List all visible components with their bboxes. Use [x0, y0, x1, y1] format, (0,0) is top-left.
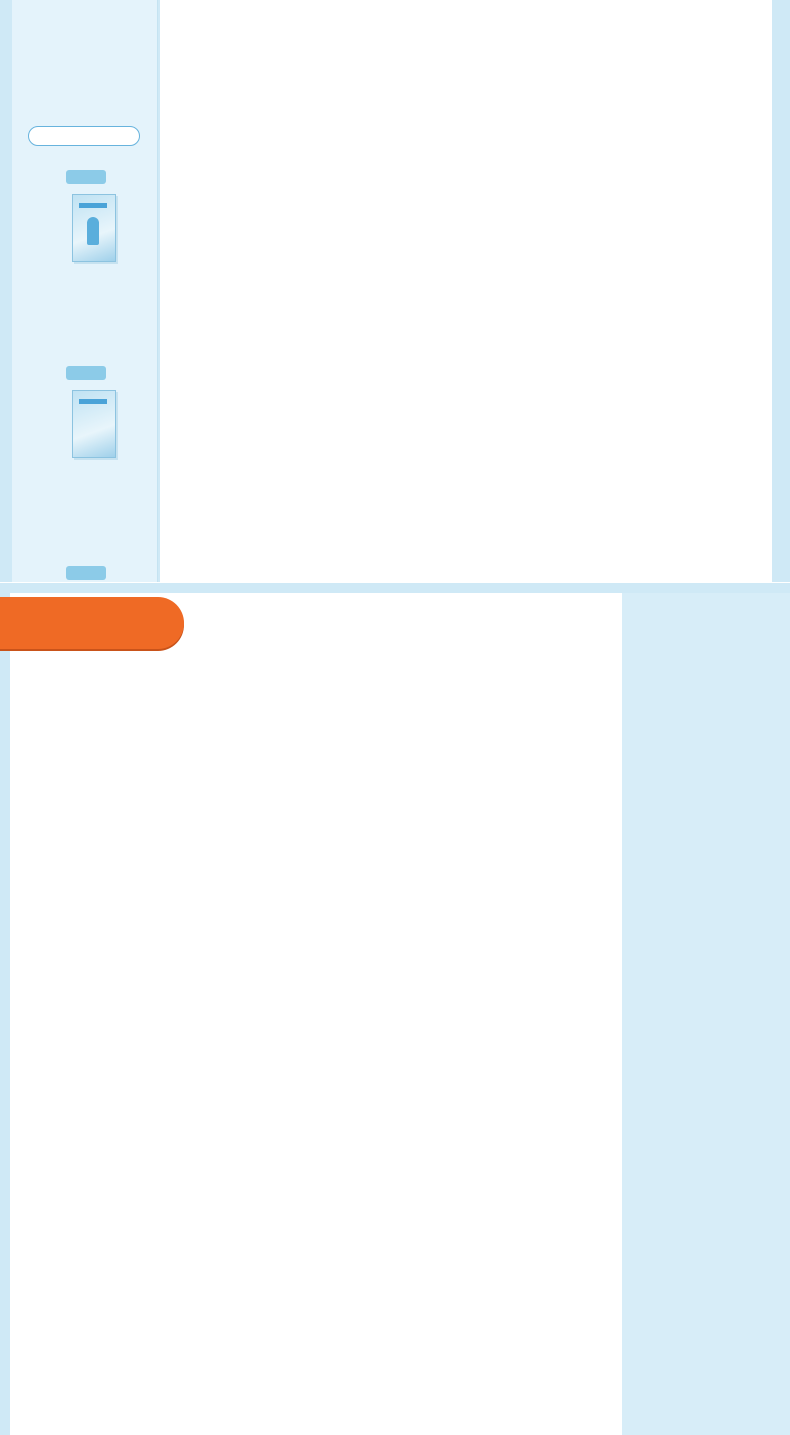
section-banner — [0, 597, 184, 649]
bottom-page — [0, 583, 790, 1435]
toc-page-bottom — [10, 593, 622, 1435]
sidebar-pill — [28, 126, 140, 146]
top-page — [0, 0, 790, 582]
sidebar-tag — [66, 566, 106, 580]
sidebar-tag — [66, 366, 106, 380]
sidebar-tag — [66, 170, 106, 184]
answer-book-icon — [72, 390, 116, 458]
book-cover-icon — [72, 194, 116, 262]
toc-page-top — [160, 0, 772, 582]
left-sidebar — [12, 0, 158, 582]
stats-panel — [622, 593, 790, 1435]
